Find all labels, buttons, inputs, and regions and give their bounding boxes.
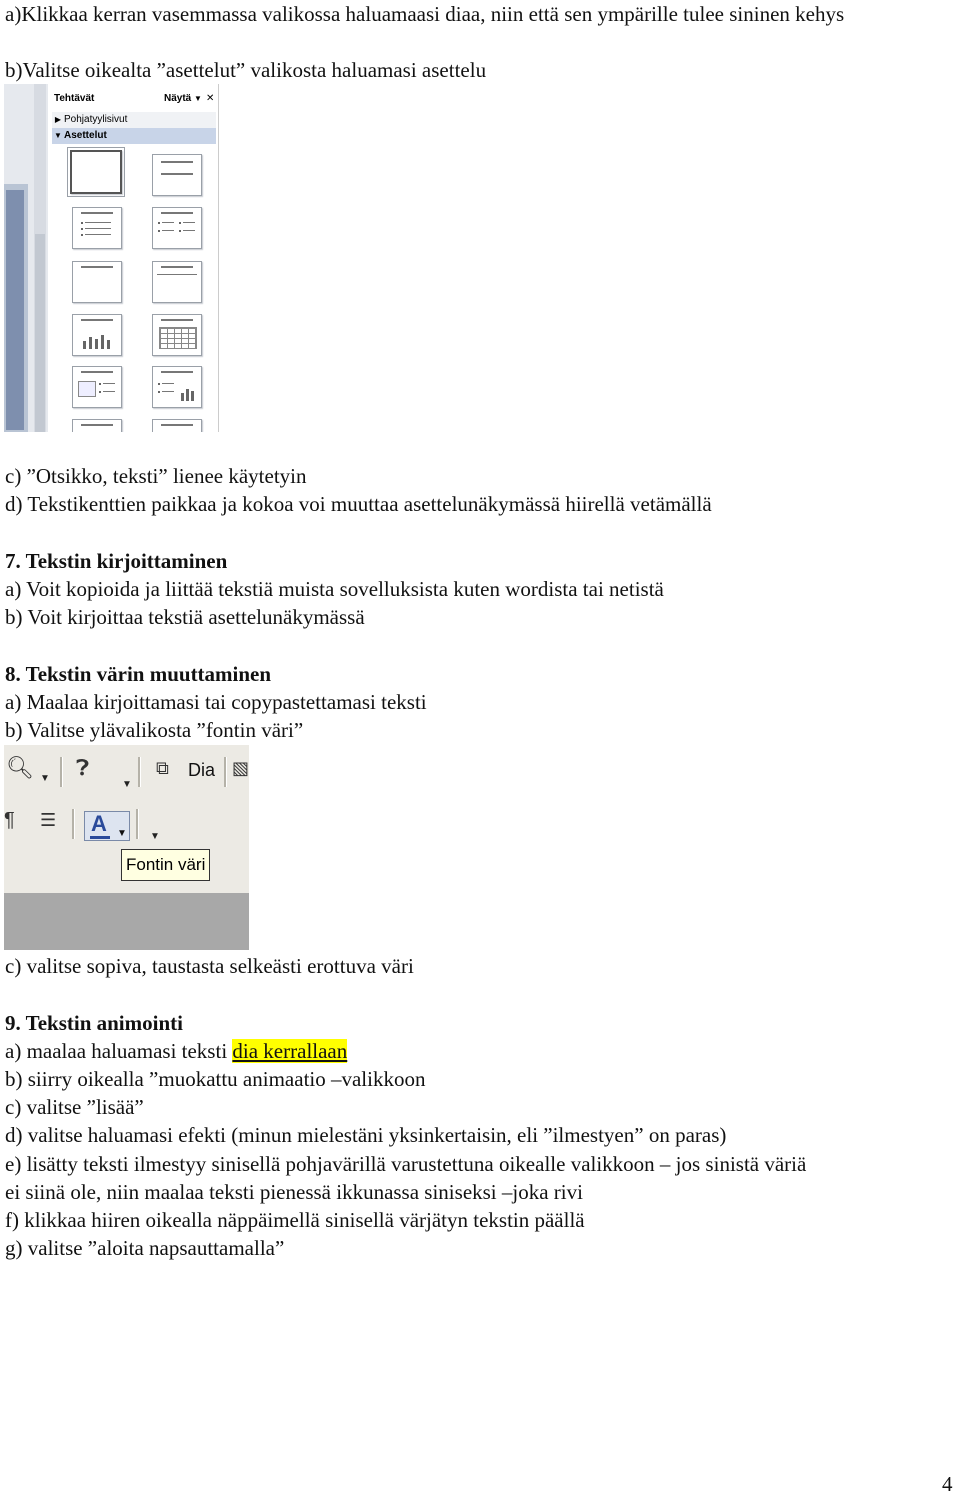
chart-bar <box>83 341 86 349</box>
close-icon[interactable]: ✕ <box>206 93 215 104</box>
section-9-a <box>5 1037 347 1065</box>
font-color-letter: A <box>91 811 107 836</box>
layout-line <box>161 212 193 214</box>
layout-title-chart[interactable] <box>72 314 122 356</box>
task-pane-header <box>48 90 218 108</box>
section-9-g: g) valitse ”aloita napsauttamalla” <box>5 1236 285 1260</box>
bullet-dot <box>99 383 101 385</box>
text-line <box>162 222 174 223</box>
chart-bar <box>101 335 104 349</box>
toolbar-separator <box>60 757 63 787</box>
section-8-c: c) valitse sopiva, taustasta selkeästi erottuva väri <box>5 954 414 978</box>
section-8-b: b) Valitse ylävalikosta ”fontin väri” <box>5 718 304 742</box>
highlighted-text: dia kerrallaan <box>232 1039 348 1063</box>
task-pane-content <box>48 84 218 432</box>
layout-line <box>161 161 193 163</box>
scrollbar-thumb[interactable] <box>35 234 45 432</box>
font-color-button[interactable] <box>84 811 130 841</box>
task-pane-title: Tehtävät <box>54 93 95 104</box>
section-9-a-text: a) maalaa haluamasi teksti <box>5 1039 233 1063</box>
section-8-a: a) Maalaa kirjoittamasi tai copypastettamasi teksti <box>5 690 427 714</box>
note-c: c) ”Otsikko, teksti” lienee käytetyin <box>5 464 307 488</box>
toolbar-separator <box>72 809 75 839</box>
section-8-heading: 8. Tekstin värin muuttaminen <box>5 662 272 686</box>
text-line <box>103 391 115 392</box>
bullet-dot <box>99 391 101 393</box>
toolbar-row-2 <box>4 805 249 841</box>
layout-title-picture-text[interactable] <box>72 366 122 408</box>
chevron-down-icon[interactable]: ▼ <box>117 828 127 839</box>
bullet-dot <box>81 234 83 236</box>
bullet-dot <box>158 383 160 385</box>
layout-title-table[interactable] <box>152 314 202 356</box>
section-9-c: c) valitse ”lisää” <box>5 1095 144 1119</box>
image-icon[interactable]: ▧ <box>232 758 249 778</box>
collapse-arrow-icon: ▼ <box>54 131 62 140</box>
chevron-down-icon[interactable]: ▼ <box>40 773 50 784</box>
text-line <box>183 222 195 223</box>
layout-line <box>81 212 113 214</box>
text-line <box>85 222 111 223</box>
section-9-e2: ei siinä ole, niin maalaa teksti pienessä ikkunassa siniseksi –joka rivi <box>5 1180 583 1204</box>
layout-line <box>161 319 193 321</box>
chart-bar <box>186 389 189 401</box>
section-master-pages[interactable] <box>52 112 216 128</box>
layout-line <box>81 424 113 426</box>
text-line <box>162 383 174 384</box>
instruction-a: a)Klikkaa kerran vasemmassa valikossa haluamaasi diaa, niin että sen ympärille tulee sininen kehys <box>5 2 845 26</box>
bullet-dot <box>158 230 160 232</box>
bullet-dot <box>158 222 160 224</box>
toolbar-screenshot <box>4 745 249 950</box>
layout-line <box>161 266 193 268</box>
layout-title-box[interactable] <box>72 261 122 303</box>
text-line <box>183 230 195 231</box>
bullet-dot <box>179 230 181 232</box>
chart-bar <box>181 393 184 401</box>
text-line <box>85 228 111 229</box>
section-7-a: a) Voit kopioida ja liittää tekstiä muista sovelluksista kuten wordista tai netistä <box>5 577 664 601</box>
bullet-dot <box>158 391 160 393</box>
layout-title-content[interactable] <box>72 207 122 249</box>
section-9-f: f) klikkaa hiiren oikealla näppäimellä sinisellä värjätyn tekstin päällä <box>5 1208 585 1232</box>
tooltip-font-color: Fontin väri <box>121 849 210 881</box>
zoom-icon[interactable]: 🔍︎ <box>6 755 34 780</box>
layout-title-two-content[interactable] <box>152 207 202 249</box>
grey-area <box>4 893 249 950</box>
help-icon[interactable]: ❓︎ <box>76 755 90 780</box>
chevron-down-icon[interactable]: ▼ <box>194 94 202 103</box>
section-7-b: b) Voit kirjoittaa tekstiä asettelunäkymässä <box>5 605 365 629</box>
new-slide-icon[interactable]: ⧉ <box>156 758 169 778</box>
layout-line <box>81 319 113 321</box>
layout-blank[interactable] <box>70 150 122 194</box>
text-line <box>103 383 115 384</box>
chart-bar <box>191 391 194 401</box>
layout-more-1[interactable] <box>72 419 122 432</box>
section-layouts-label: Asettelut <box>64 130 107 141</box>
view-menu-button[interactable]: Näytä <box>164 93 192 104</box>
paragraph-icon[interactable]: ¶ <box>4 809 15 831</box>
bullet-dot <box>81 222 83 224</box>
slide-thumbnail-edge <box>4 184 28 432</box>
layout-line <box>161 424 193 426</box>
toolbar-separator <box>136 809 139 839</box>
layout-title-only[interactable] <box>152 154 202 196</box>
chevron-down-icon[interactable]: ▼ <box>150 831 160 842</box>
chart-bar <box>107 340 110 349</box>
task-pane-screenshot <box>4 84 219 432</box>
section-master-pages-label: Pohjatyylisivut <box>64 114 128 125</box>
expand-arrow-icon: ▶ <box>54 115 62 124</box>
layout-line <box>157 274 197 275</box>
scrollbar[interactable] <box>34 84 46 432</box>
chart-bar <box>95 339 98 349</box>
bullet-dot <box>179 222 181 224</box>
table-grid <box>159 327 197 349</box>
section-layouts[interactable] <box>52 128 216 144</box>
page-number: 4 <box>942 1472 953 1496</box>
text-line <box>162 230 174 231</box>
list-format-icon[interactable]: ☰ <box>40 810 57 830</box>
layout-line <box>161 173 193 175</box>
bullet-dot <box>81 228 83 230</box>
toolbar-row-1 <box>4 753 249 789</box>
text-line <box>162 391 174 392</box>
section-9-e1: e) lisätty teksti ilmestyy sinisellä pohjavärillä varustettuna oikealle valikkoon – jos sinistä väriä <box>5 1152 807 1176</box>
layout-line <box>81 371 113 373</box>
chevron-down-icon[interactable]: ▼ <box>122 779 132 790</box>
section-9-b: b) siirry oikealla ”muokattu animaatio –valikkoon <box>5 1067 426 1091</box>
toolbar-separator <box>138 757 141 787</box>
section-7-heading: 7. Tekstin kirjoittaminen <box>5 549 228 573</box>
toolbar-separator <box>224 757 227 787</box>
layout-line <box>161 371 193 373</box>
note-d: d) Tekstikenttien paikkaa ja kokoa voi muuttaa asettelunäkymässä hiirellä vetämällä <box>5 492 712 516</box>
layout-more-2[interactable] <box>152 419 202 432</box>
text-line <box>85 234 111 235</box>
slide-thumbnail-fill <box>6 190 24 430</box>
font-color-swatch <box>90 836 110 839</box>
section-9-heading: 9. Tekstin animointi <box>5 1011 183 1035</box>
layout-title-text-chart[interactable] <box>152 366 202 408</box>
picture-placeholder <box>78 381 96 397</box>
section-9-d: d) valitse haluamasi efekti (minun mielestäni yksinkertaisin, eli ”ilmestyen” on paras) <box>5 1123 727 1147</box>
new-slide-label[interactable]: Dia <box>188 760 216 780</box>
layout-title-frame[interactable] <box>152 261 202 303</box>
instruction-b: b)Valitse oikealta ”asettelut” valikosta haluamasi asettelu <box>5 58 487 82</box>
chart-bar <box>89 337 92 349</box>
layout-line <box>81 266 113 268</box>
